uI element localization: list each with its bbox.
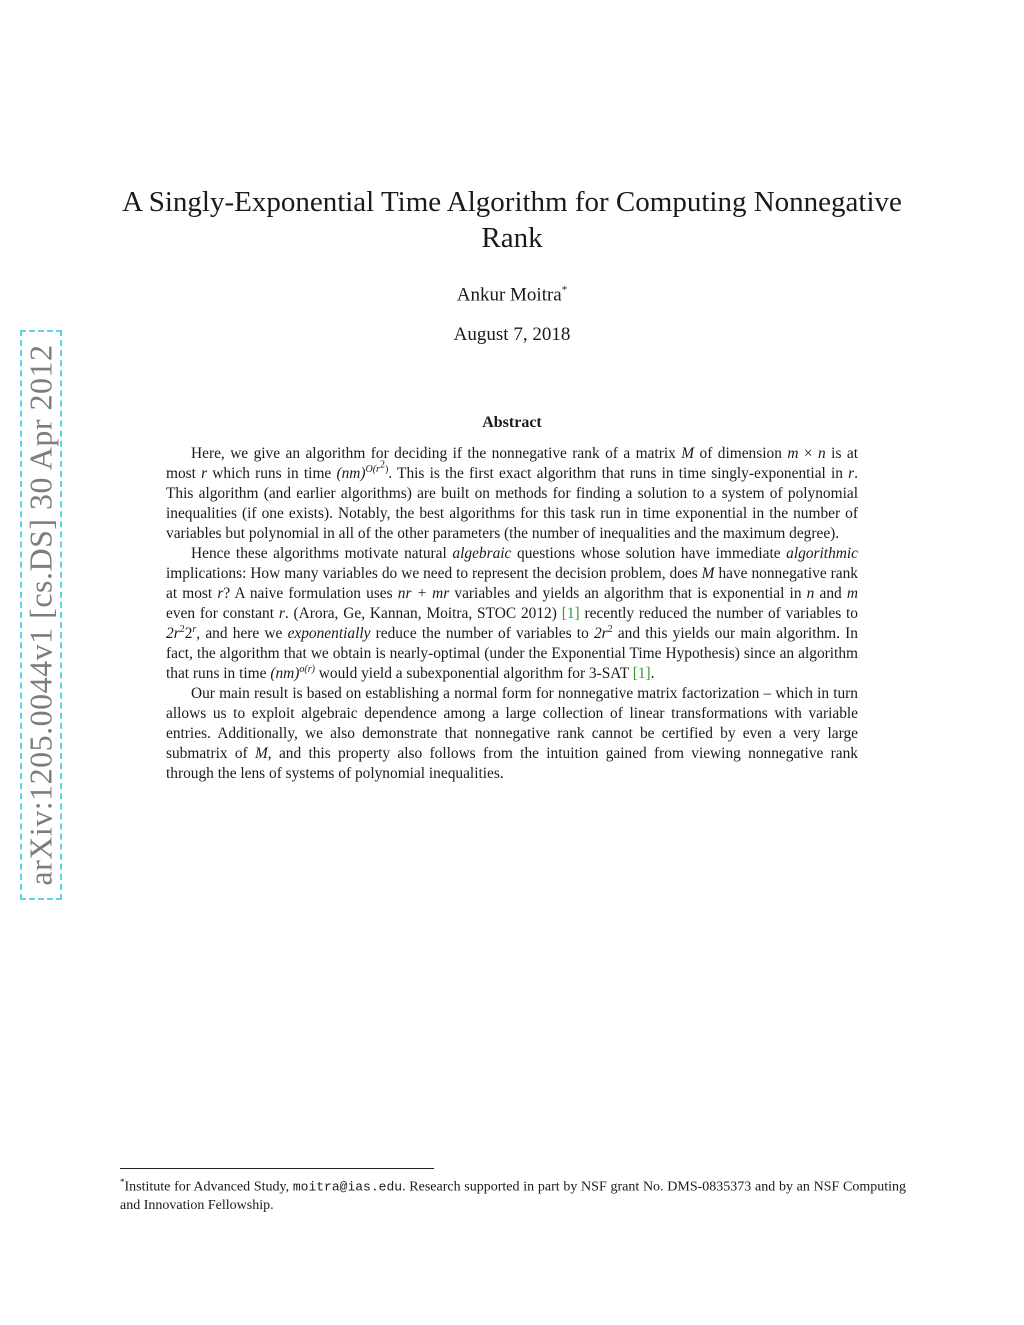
- author-email-link[interactable]: moitra@ias.edu: [292, 1179, 403, 1195]
- abstract-heading: Abstract: [482, 414, 542, 431]
- abstract-paragraph-1: Here, we give an algorithm for deciding if the nonnegative rank of a matrix M of dimension m × n is at most r which runs in time (nm)$^{O(r^2)}$. This is the first exact algorithm that runs in time singly-exponential in r. This algorithm (and earlier algorithms) are built on methods for finding a solution to a system of polynomial inequalities (if one exists). Notably, the best algorithms for this task run in time exponential in the number of variables but polynomial in all of the other parameters (the number of inequalities and the maximum degree).: [166, 445, 858, 542]
- footnote-mark: *: [120, 1177, 125, 1187]
- citation-link[interactable]: [1]: [561, 605, 580, 622]
- abstract-body: [166, 444, 858, 784]
- paper-title: A Singly-Exponential Time Algorithm for Computing Nonnegative Rank: [122, 186, 902, 254]
- author-footnote-mark[interactable]: *: [561, 284, 568, 296]
- abstract-paragraph-2: Hence these algorithms motivate natural algebraic questions whose solution have immediate algorithmic implications: How many variables do we need to represent the decision problem, does M have nonnegative rank at most r? A naive formulation uses nr + mr variables and yields an algorithm that is exponential in n and m even for constant r. (Arora, Ge, Kannan, Moitra, STOC 2012) [1] recently reduced the number of variables to $2r^22^r$, and here we exponentially reduce the number of variables to $2r^2$ and this yields our main algorithm. In fact, the algorithm that we obtain is nearly-optimal (under the Exponential Time Hypothesis) since an algorithm that runs in time (nm)$^{o(r)}$ would yield a subexponential algorithm for 3-SAT [1].: [166, 545, 859, 682]
- author-name: Ankur Moitra: [456, 284, 562, 306]
- abstract-paragraph-3: Our main result is based on establishing a normal form for nonnegative matrix factorization – which in turn allows us to exploit algebraic dependence among a large collection of linear transformations with variable entries. Additionally, we also demonstrate that nonnegative rank cannot be certified by even a very large submatrix of M, and this property also follows from the intuition gained from viewing nonnegative rank through the lens of systems of polynomial inequalities.: [166, 685, 858, 782]
- footnote: *Institute for Advanced Study, moitra@ias.edu. Research supported in part by NSF grant No. DMS-0835373 and by an NSF Computing and Innovation Fellowship.: [120, 1177, 907, 1213]
- arxiv-identifier[interactable]: arXiv:1205.0044v1 [cs.DS] 30 Apr 2012: [22, 344, 59, 886]
- footnote-divider: [120, 1168, 434, 1169]
- paper-date: August 7, 2018: [453, 324, 571, 345]
- citation-link[interactable]: [1]: [632, 665, 651, 682]
- author-line: [0, 284, 1024, 306]
